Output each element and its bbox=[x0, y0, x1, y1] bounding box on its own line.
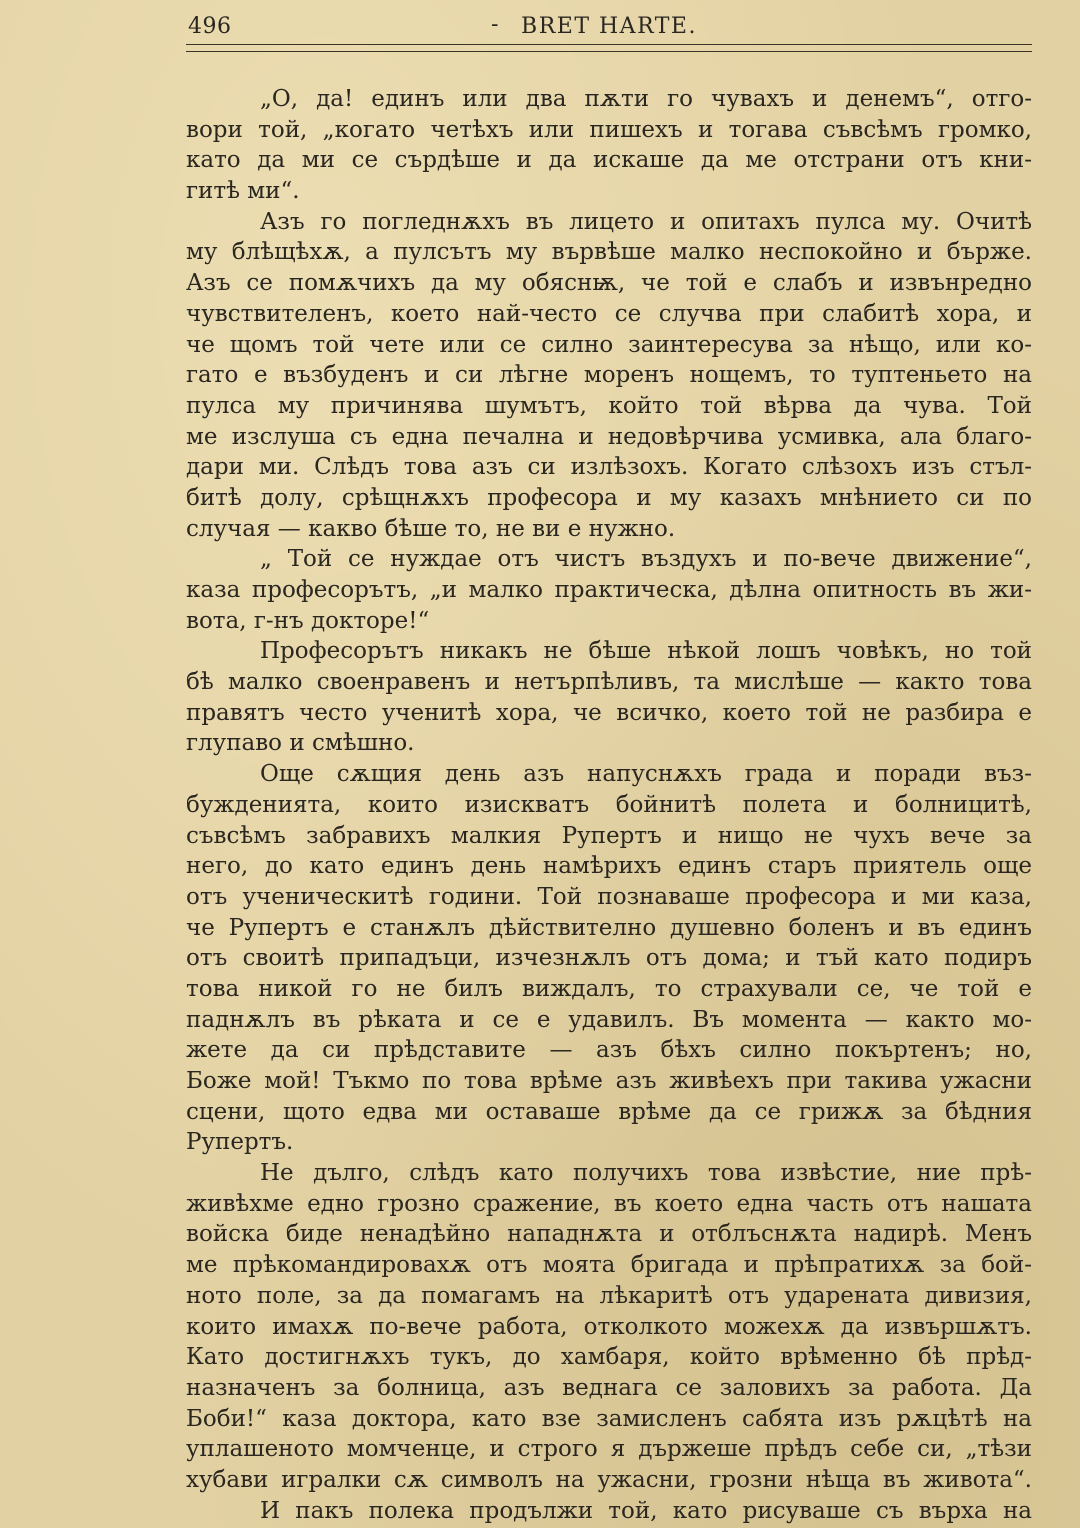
text-line: чувствителенъ, което най-често се случва при слабитѣ хора, и bbox=[186, 300, 1032, 327]
text-line: войска биде ненадѣйно нападнѫта и отблъснѫта надирѣ. Менъ bbox=[186, 1221, 1032, 1248]
text-line: Не дълго, слѣдъ като получихъ това извѣстие, ние прѣ- bbox=[260, 1160, 1032, 1187]
text-line: Още сѫщия день азъ напуснѫхъ града и поради въз- bbox=[260, 761, 1032, 788]
text-line: пулса му причинява шумътъ, който той вѣрва да чува. Той bbox=[186, 392, 1032, 419]
text-line: битѣ долу, срѣщнѫхъ професора и му казахъ мнѣнието си по bbox=[186, 484, 1032, 511]
text-line: които имахѫ по-вече работа, отколкото можехѫ да извършѫтъ. bbox=[186, 1313, 1032, 1340]
running-head: BRET HARTE. bbox=[521, 14, 697, 39]
text-line: него, до като единъ день намѣрихъ единъ старъ приятель още bbox=[186, 853, 1032, 880]
text-line: съвсѣмъ забравихъ малкия Рупертъ и нищо не чухъ вече за bbox=[186, 822, 1032, 849]
text-line: назначенъ за болница, азъ веднага се заловихъ за работа. Да bbox=[186, 1374, 1032, 1401]
page-number: 496 bbox=[188, 14, 232, 39]
text-line: „О, да! единъ или два пѫти го чувахъ и денемъ“, отго- bbox=[260, 86, 1032, 112]
text-line: гитѣ ми“. bbox=[186, 178, 300, 205]
text-line: че Рупертъ е станѫлъ дѣйствително душевно боленъ и въ единъ bbox=[186, 914, 1032, 941]
text-line: Професорътъ никакъ не бѣше нѣкой лошъ човѣкъ, но той bbox=[260, 638, 1032, 665]
text-line: Азъ го погледнѫхъ въ лицето и опитахъ пулса му. Очитѣ bbox=[260, 208, 1032, 235]
text-line: Боже мой! Тъкмо по това врѣме азъ живѣехъ при такива ужасни bbox=[186, 1068, 1032, 1094]
text-line: бужденията, които изискватъ бойнитѣ полета и болницитѣ, bbox=[186, 791, 1032, 818]
text-line: вори той, „когато четѣхъ или пишехъ и тогава съвсѣмъ громко, bbox=[186, 116, 1032, 143]
text-line: уплашеното момченце, и строго я държеше прѣдъ себе си, „тѣзи bbox=[186, 1436, 1032, 1463]
text-line: живѣхме едно грозно сражение, въ което една часть отъ нашата bbox=[186, 1190, 1032, 1217]
text-line: И пакъ полека продължи той, като рисуваше съ върха на bbox=[260, 1497, 1032, 1524]
text-line: това никой го не билъ виждалъ, то страхували се, че той е bbox=[186, 975, 1032, 1002]
header-rule bbox=[186, 44, 1032, 52]
text-line: случая — какво бѣше то, не ви е нужно. bbox=[186, 515, 676, 542]
text-line: Боби!“ каза доктора, като взе замисленъ сабята изъ рѫцѣтѣ на bbox=[186, 1405, 1032, 1432]
text-line: гато е възбуденъ и си лѣгне моренъ нощемъ, то туптеньето на bbox=[186, 362, 1032, 389]
text-line: сцени, щото едва ми оставаше врѣме да се грижѫ за бѣдния bbox=[186, 1098, 1032, 1125]
header-dash: - bbox=[491, 12, 499, 37]
text-line: Рупертъ. bbox=[186, 1129, 294, 1156]
text-line: жете да си прѣдставите — азъ бѣхъ силно покъртенъ; но, bbox=[186, 1037, 1032, 1064]
text-line: отъ ученическитѣ години. Той познаваше професора и ми каза, bbox=[186, 883, 1032, 910]
text-line: ме изслуша съ една печална и недовѣрчива усмивка, ала благо- bbox=[186, 423, 1032, 450]
text-line: вота, г-нъ докторе!“ bbox=[186, 607, 430, 634]
text-line: отъ своитѣ припадъци, изчезнѫлъ отъ дома; и тъй като подиръ bbox=[186, 945, 1032, 972]
text-line: ме прѣкомандировахѫ отъ моята бригада и прѣпратихѫ за бой- bbox=[186, 1252, 1032, 1279]
text-line: каза професорътъ, „и малко практическа, дѣлна опитность въ жи- bbox=[186, 577, 1032, 603]
text-line: му блѣщѣхѫ, а пулсътъ му вървѣше малко неспокойно и бърже. bbox=[186, 239, 1032, 266]
page-header bbox=[186, 8, 1032, 42]
text-line: хубави игралки сѫ символъ на ужасни, грозни нѣща въ живота“. bbox=[186, 1466, 1032, 1493]
text-line: Азъ се помѫчихъ да му обяснѭ, че той е слабъ и извънредно bbox=[186, 270, 1032, 297]
body-text bbox=[186, 84, 1032, 1526]
text-line: че щомъ той чете или се силно заинтересува за нѣщо, или ко- bbox=[186, 331, 1032, 358]
text-line: „ Той се нуждае отъ чистъ въздухъ и по-вече движение“, bbox=[260, 546, 1032, 573]
text-line: Като достигнѫхъ тукъ, до хамбаря, който врѣменно бѣ прѣд- bbox=[186, 1344, 1032, 1371]
text-line: паднѫлъ въ рѣката и се е удавилъ. Въ момента — както мо- bbox=[186, 1006, 1032, 1033]
text-line: правятъ често ученитѣ хора, че всичко, което той не разбира е bbox=[186, 699, 1032, 726]
text-line: ното поле, за да помагамъ на лѣкаритѣ отъ ударената дивизия, bbox=[186, 1282, 1032, 1309]
text-line: дари ми. Слѣдъ това азъ си излѣзохъ. Когато слѣзохъ изъ стъл- bbox=[186, 454, 1032, 481]
text-line: като да ми се сърдѣше и да искаше да ме отстрани отъ кни- bbox=[186, 147, 1032, 174]
text-line: глупаво и смѣшно. bbox=[186, 730, 415, 757]
text-line: бѣ малко своенравенъ и нетърпѣливъ, та мислѣше — както това bbox=[186, 669, 1032, 696]
